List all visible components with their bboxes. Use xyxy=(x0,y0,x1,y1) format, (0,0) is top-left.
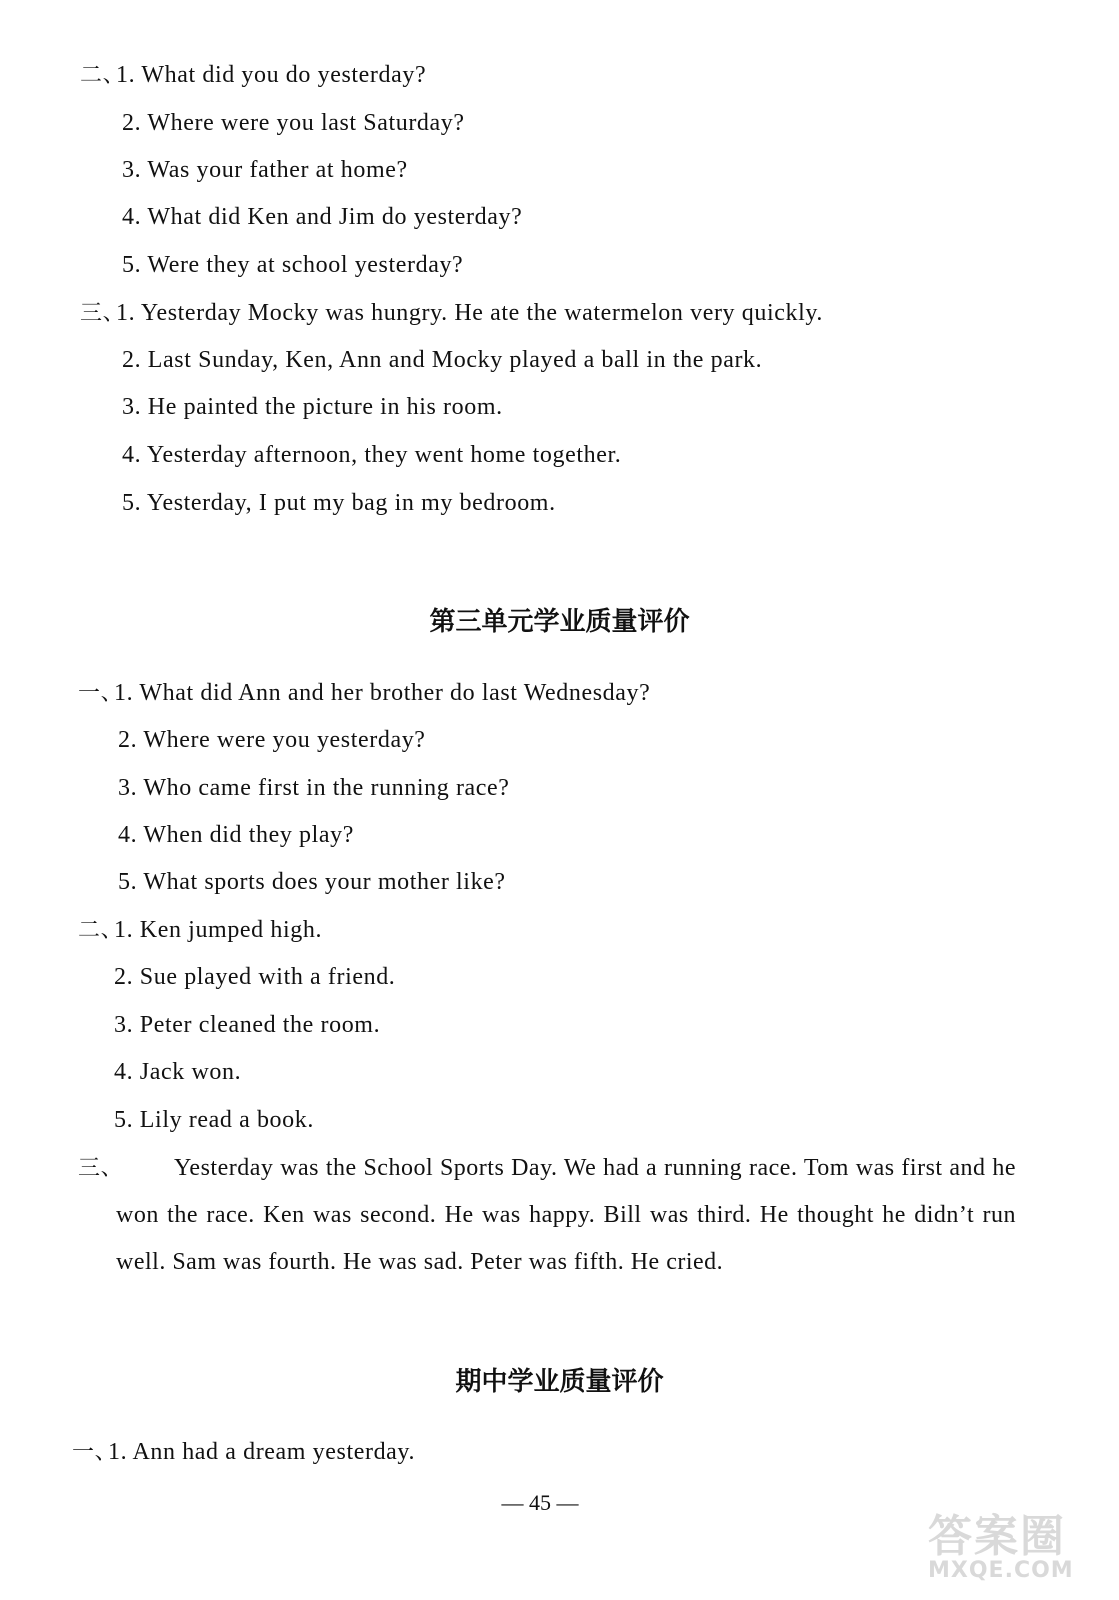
unit3-part-two-item-4: 4. Jack won. xyxy=(114,1059,242,1085)
midterm-part-one-item-1: 一、1. Ann had a dream yesterday. xyxy=(72,1437,415,1468)
section-two-item-3: 3. Was your father at home? xyxy=(122,157,408,183)
page-number: — 45 — xyxy=(501,1490,579,1515)
section-marker: 一、 xyxy=(78,681,124,706)
section-marker: 三、 xyxy=(80,301,126,326)
unit3-part-two-item-1: 二、1. Ken jumped high. xyxy=(78,915,322,946)
section-marker: 一、 xyxy=(72,1440,118,1465)
unit3-part-two-item-5: 5. Lily read a book. xyxy=(114,1107,314,1133)
unit3-part-one-item-4: 4. When did they play? xyxy=(118,822,355,848)
section-marker: 二、 xyxy=(80,63,126,88)
unit3-part-one-item-3: 3. Who came first in the running race? xyxy=(118,775,510,801)
unit3-part-one-item-5: 5. What sports does your mother like? xyxy=(118,869,506,895)
section-three-item-2: 2. Last Sunday, Ken, Ann and Mocky played a ball in the park. xyxy=(122,347,763,373)
unit3-part-three-paragraph: Yesterday was the School Sports Day. We had a running race. Tom was first and he won the race. Ken was second. He was happy. Bill was third. He thought he didn’t run well. Sam was fourth. He was sad. Peter was fifth. He cried. xyxy=(116,1155,1016,1275)
unit3-part-one-item-2: 2. Where were you yesterday? xyxy=(118,727,426,753)
section-three-item-3: 3. He painted the picture in his room. xyxy=(122,394,503,420)
section-marker: 二、 xyxy=(78,918,124,943)
unit3-part-one-item-1: 一、1. What did Ann and her brother do last Wednesday? xyxy=(78,678,650,709)
section-two-item-1: 二、1. What did you do yesterday? xyxy=(80,60,426,91)
unit3-part-three-marker: 三、 xyxy=(78,1156,124,1181)
section-three-item-5: 5. Yesterday, I put my bag in my bedroom. xyxy=(122,490,556,516)
section-three-item-4: 4. Yesterday afternoon, they went home together. xyxy=(122,442,622,468)
unit3-part-two-item-3: 3. Peter cleaned the room. xyxy=(114,1012,381,1038)
midterm-title: 期中学业质量评价 xyxy=(455,1367,664,1397)
section-two-item-2: 2. Where were you last Saturday? xyxy=(122,110,465,136)
watermark-logo: 答案圈 MXQE.COM xyxy=(928,1511,1074,1583)
section-three-item-1: 三、1. Yesterday Mocky was hungry. He ate the watermelon very quickly. xyxy=(80,298,823,329)
unit3-part-two-item-2: 2. Sue played with a friend. xyxy=(114,964,396,990)
section-two-item-4: 4. What did Ken and Jim do yesterday? xyxy=(122,204,523,230)
section-two-item-5: 5. Were they at school yesterday? xyxy=(122,252,464,278)
unit3-title: 第三单元学业质量评价 xyxy=(429,607,690,637)
